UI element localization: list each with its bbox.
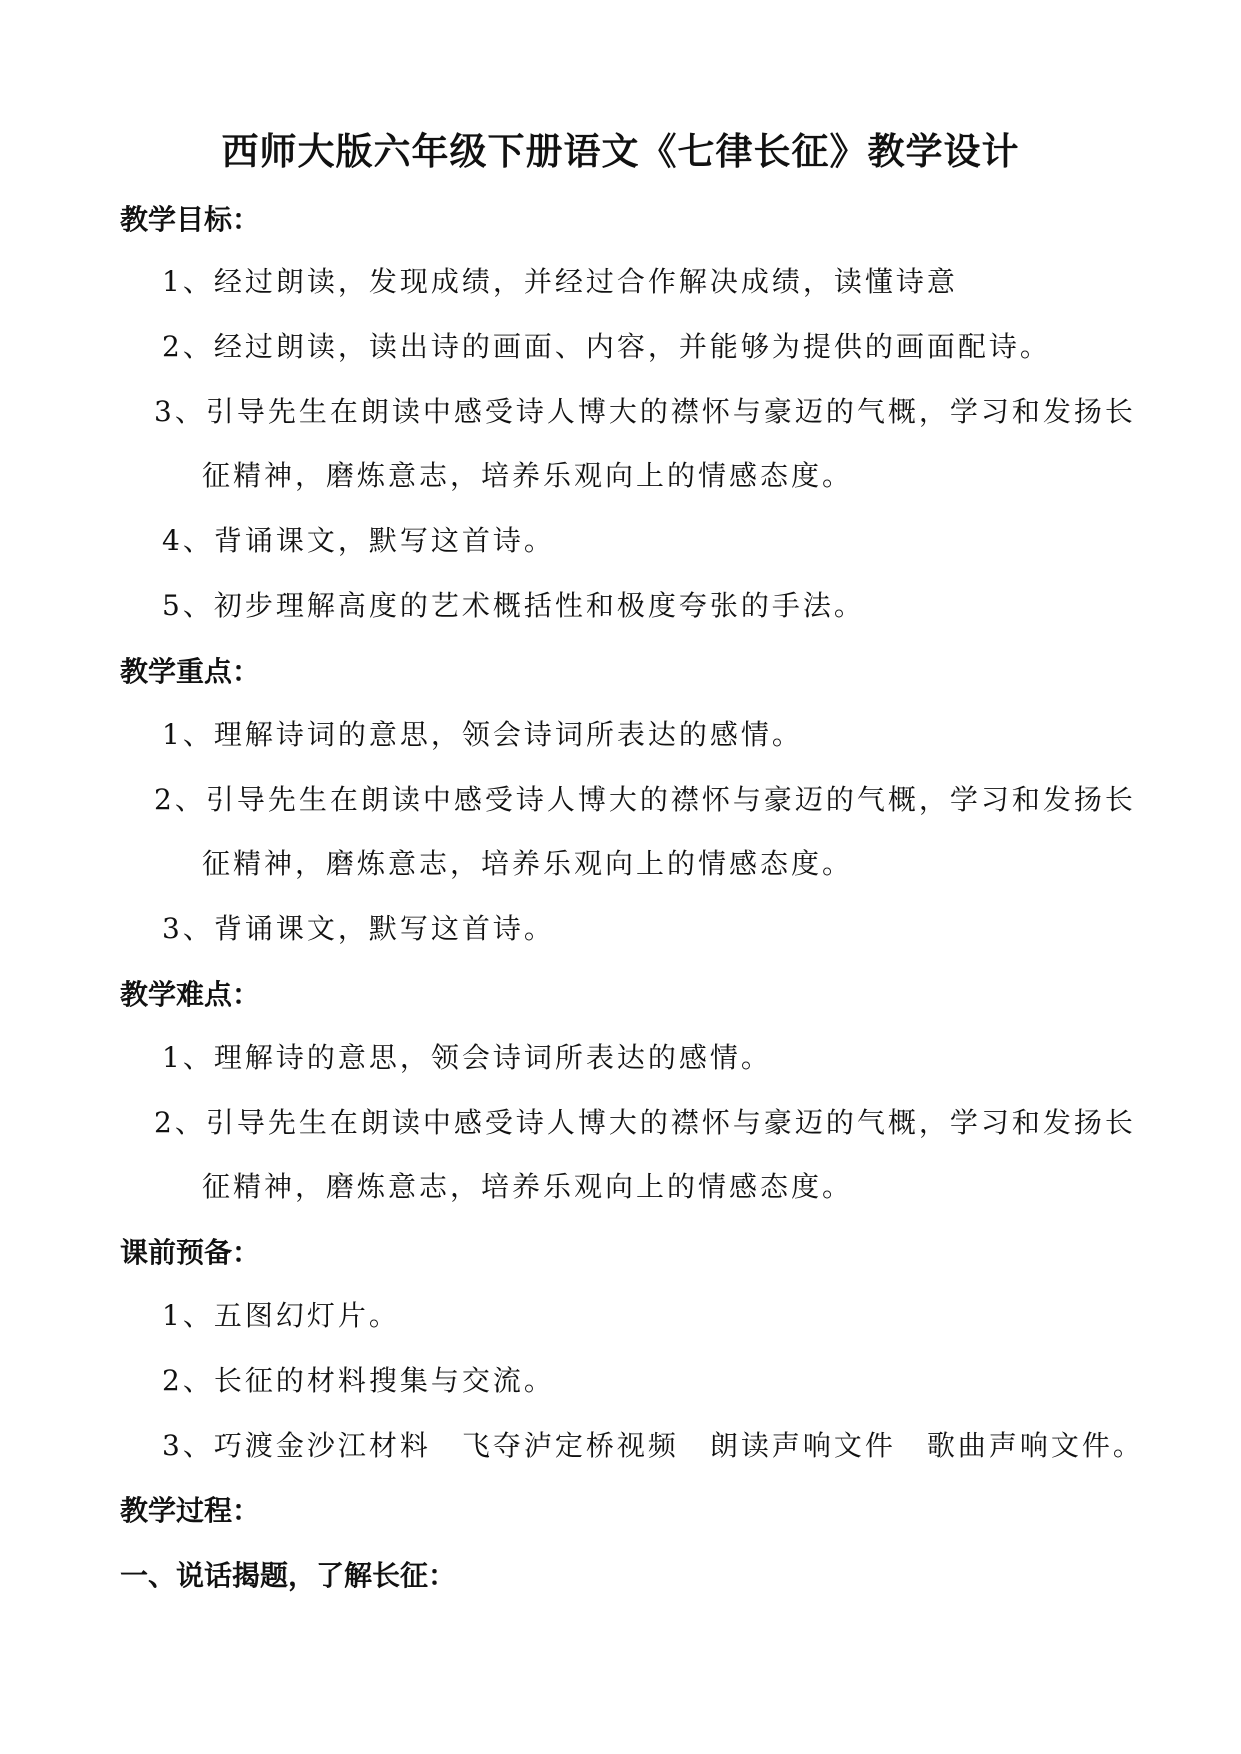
document-title: 西师大版六年级下册语文《七律长征》教学设计	[221, 129, 1020, 173]
section-heading: 教学难点：	[120, 978, 261, 1011]
list-item: 2、长征的材料搜集与交流。	[162, 1364, 555, 1397]
section-heading: 课前预备：	[120, 1236, 261, 1269]
list-item: 3、背诵课文，默写这首诗。	[162, 912, 555, 945]
list-item-continuation: 征精神，磨炼意志，培养乐观向上的情感态度。	[202, 459, 854, 492]
list-item: 2、引导先生在朗读中感受诗人博大的襟怀与豪迈的气概，学习和发扬长	[154, 1106, 1136, 1139]
list-item: 2、经过朗读，读出诗的画面、内容，并能够为提供的画面配诗。	[162, 330, 1051, 363]
list-item-continuation: 征精神，磨炼意志，培养乐观向上的情感态度。	[202, 1170, 854, 1203]
list-item: 2、引导先生在朗读中感受诗人博大的襟怀与豪迈的气概，学习和发扬长	[154, 783, 1136, 816]
subsection-heading: 一、说话揭题，了解长征：	[120, 1559, 457, 1592]
list-item: 1、理解诗的意思，领会诗词所表达的感情。	[162, 1041, 772, 1074]
section-heading-process: 教学过程：	[120, 1494, 261, 1527]
list-item: 1、五图幻灯片。	[162, 1299, 400, 1332]
list-item: 1、理解诗词的意思，领会诗词所表达的感情。	[162, 718, 803, 751]
section-heading: 教学目标：	[120, 203, 261, 236]
list-item: 1、经过朗读，发现成绩，并经过合作解决成绩，读懂诗意	[162, 265, 958, 298]
list-item: 4、背诵课文，默写这首诗。	[162, 524, 555, 557]
section-heading: 教学重点：	[120, 655, 261, 688]
list-item: 3、引导先生在朗读中感受诗人博大的襟怀与豪迈的气概，学习和发扬长	[154, 395, 1136, 428]
list-item: 5、初步理解高度的艺术概括性和极度夸张的手法。	[162, 589, 865, 622]
list-item-continuation: 征精神，磨炼意志，培养乐观向上的情感态度。	[202, 847, 854, 880]
list-item: 3、巧渡金沙江材料 飞夺泸定桥视频 朗读声响文件 歌曲声响文件。	[162, 1429, 1144, 1462]
